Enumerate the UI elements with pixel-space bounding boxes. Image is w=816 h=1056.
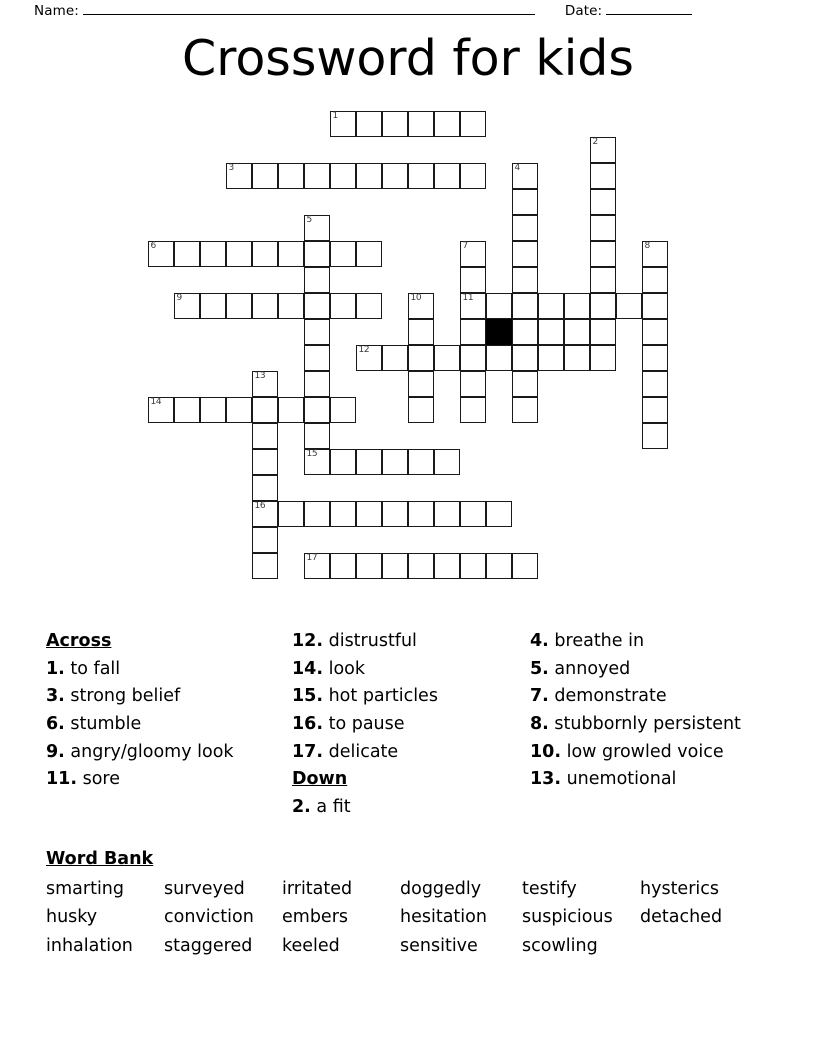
grid-cell[interactable]: [330, 501, 356, 527]
grid-cell[interactable]: [590, 137, 616, 163]
grid-cell[interactable]: [564, 293, 590, 319]
grid-cell[interactable]: [486, 553, 512, 579]
grid-cell[interactable]: [382, 449, 408, 475]
grid-cell[interactable]: [148, 397, 174, 423]
clue-text: sore: [82, 769, 120, 790]
clue-item: [530, 656, 758, 684]
clue-text: demonstrate: [554, 686, 667, 707]
clue-number: 9.: [46, 741, 65, 762]
clue-number: 17.: [292, 741, 324, 762]
word-bank-word[interactable]: scowling: [522, 935, 598, 956]
grid-cell[interactable]: [304, 449, 330, 475]
grid-cell[interactable]: [304, 553, 330, 579]
grid-cell-number: 1: [332, 111, 338, 121]
grid-cell[interactable]: [174, 241, 200, 267]
grid-cell[interactable]: [252, 397, 278, 423]
grid-cell-number: 7: [462, 241, 468, 251]
grid-cell[interactable]: [512, 345, 538, 371]
grid-cell[interactable]: [356, 449, 382, 475]
across-heading: Across: [46, 631, 112, 651]
clue-number: 10.: [530, 741, 562, 762]
grid-cell-number: 11: [462, 293, 474, 303]
grid-cell[interactable]: [512, 371, 538, 397]
grid-cell[interactable]: [408, 397, 434, 423]
clue-number: 4.: [530, 631, 549, 651]
clue-item: [530, 711, 758, 739]
grid-cell[interactable]: [434, 163, 460, 189]
clue-number: 16.: [292, 713, 324, 734]
grid-cell-number: 14: [150, 397, 162, 407]
grid-cell[interactable]: [642, 423, 668, 449]
grid-cell[interactable]: [486, 501, 512, 527]
grid-cell-number: 13: [254, 371, 266, 381]
grid-cell[interactable]: [642, 241, 668, 267]
clue-text: to pause: [328, 713, 405, 734]
word-bank-word[interactable]: conviction: [164, 907, 254, 928]
grid-cell[interactable]: [174, 293, 200, 319]
grid-cell-number: 4: [514, 163, 520, 173]
clue-item: [46, 739, 292, 767]
grid-cell[interactable]: [174, 397, 200, 423]
clue-text: delicate: [328, 741, 399, 762]
clue-item: [530, 739, 758, 767]
grid-cell[interactable]: [226, 397, 252, 423]
grid-cell-number: 8: [644, 241, 650, 251]
grid-cell-number: 12: [358, 345, 370, 355]
grid-cell-number: 9: [176, 293, 182, 303]
grid-cell[interactable]: [330, 397, 356, 423]
grid-cell[interactable]: [590, 241, 616, 267]
grid-cell[interactable]: [590, 267, 616, 293]
grid-cell[interactable]: [304, 345, 330, 371]
grid-cell[interactable]: [278, 163, 304, 189]
grid-cell[interactable]: [356, 501, 382, 527]
clue-text: distrustful: [328, 631, 417, 651]
grid-cell[interactable]: [408, 319, 434, 345]
grid-cell[interactable]: [252, 475, 278, 501]
grid-cell[interactable]: [330, 241, 356, 267]
clue-number: 11.: [46, 769, 78, 790]
clue-item: [46, 656, 292, 684]
clue-text: angry/gloomy look: [70, 741, 234, 762]
word-bank-spacer: [640, 932, 750, 960]
grid-cell[interactable]: [460, 319, 486, 345]
grid-cell[interactable]: [356, 241, 382, 267]
grid-cell[interactable]: [252, 449, 278, 475]
clue-number: 15.: [292, 686, 324, 707]
grid-cell-number: 16: [254, 501, 266, 511]
grid-cell[interactable]: [252, 293, 278, 319]
grid-cell[interactable]: [356, 345, 382, 371]
grid-cell[interactable]: [460, 111, 486, 137]
grid-cell[interactable]: [408, 501, 434, 527]
grid-cell[interactable]: [382, 553, 408, 579]
grid-cell[interactable]: [538, 319, 564, 345]
grid-cell[interactable]: [642, 293, 668, 319]
grid-cell[interactable]: [590, 345, 616, 371]
clue-item: [292, 711, 530, 739]
word-bank-heading: Word Bank: [46, 849, 154, 869]
clue-text: breathe in: [554, 631, 645, 651]
grid-cell[interactable]: [226, 163, 252, 189]
clue-item: [292, 683, 530, 711]
grid-cell[interactable]: [226, 293, 252, 319]
grid-cell-number: 3: [228, 163, 234, 173]
grid-cell[interactable]: [564, 319, 590, 345]
word-bank-word[interactable]: irritated: [282, 879, 353, 900]
grid-cell[interactable]: [252, 501, 278, 527]
grid-cell[interactable]: [200, 397, 226, 423]
grid-cell[interactable]: [304, 293, 330, 319]
clue-number: 6.: [46, 713, 65, 734]
grid-cell[interactable]: [434, 449, 460, 475]
clue-text: hot particles: [328, 686, 438, 707]
name-label: Name:: [34, 3, 79, 19]
clue-number: 8.: [530, 713, 549, 734]
grid-cell[interactable]: [460, 553, 486, 579]
grid-cell[interactable]: [330, 449, 356, 475]
grid-cell[interactable]: [590, 163, 616, 189]
grid-cell[interactable]: [512, 241, 538, 267]
grid-cell[interactable]: [616, 293, 642, 319]
word-bank-word[interactable]: testify: [522, 879, 577, 900]
clue-item: [46, 711, 292, 739]
clue-item: [292, 628, 530, 656]
clue-text: stumble: [70, 713, 142, 734]
grid-cell[interactable]: [304, 501, 330, 527]
grid-cell-number: 15: [306, 449, 318, 459]
clue-item: [292, 794, 530, 822]
grid-cell-number: 17: [306, 553, 318, 563]
grid-cell[interactable]: [252, 527, 278, 553]
clue-text: look: [328, 658, 366, 679]
grid-cell[interactable]: [200, 293, 226, 319]
clue-item: [292, 656, 530, 684]
grid-cell[interactable]: [226, 241, 252, 267]
date-label: Date:: [564, 3, 603, 19]
clue-number: 7.: [530, 686, 549, 707]
word-bank-word[interactable]: sensitive: [400, 935, 478, 956]
grid-cell[interactable]: [304, 371, 330, 397]
page-title: Crossword for kids: [182, 30, 634, 87]
word-bank-word[interactable]: keeled: [282, 935, 340, 956]
grid-cell[interactable]: [590, 215, 616, 241]
grid-cell[interactable]: [434, 111, 460, 137]
grid-cell[interactable]: [252, 423, 278, 449]
word-bank-word[interactable]: staggered: [164, 935, 253, 956]
word-bank-word[interactable]: smarting: [46, 879, 125, 900]
clue-text: unemotional: [566, 769, 677, 790]
grid-cell[interactable]: [642, 319, 668, 345]
grid-cell[interactable]: [148, 241, 174, 267]
clue-text: annoyed: [554, 658, 631, 679]
grid-cell[interactable]: [434, 501, 460, 527]
clue-text: low growled voice: [566, 741, 724, 762]
clue-number: 13.: [530, 769, 562, 790]
grid-cell[interactable]: [590, 189, 616, 215]
grid-cell[interactable]: [278, 397, 304, 423]
grid-cell[interactable]: [460, 293, 486, 319]
grid-cell[interactable]: [408, 553, 434, 579]
grid-cell[interactable]: [460, 371, 486, 397]
grid-cell[interactable]: [200, 241, 226, 267]
grid-cell[interactable]: [486, 345, 512, 371]
grid-cell[interactable]: [382, 111, 408, 137]
grid-cell[interactable]: [304, 397, 330, 423]
clue-item: [530, 766, 758, 794]
word-bank-section: [46, 846, 766, 960]
clue-item: [46, 766, 292, 794]
grid-cell-blocked: [486, 319, 512, 345]
clue-number: 5.: [530, 658, 549, 679]
grid-cell[interactable]: [434, 345, 460, 371]
grid-cell[interactable]: [512, 163, 538, 189]
grid-cell[interactable]: [512, 397, 538, 423]
grid-cell[interactable]: [278, 501, 304, 527]
word-bank-word[interactable]: hysterics: [640, 879, 719, 900]
word-bank-word[interactable]: doggedly: [400, 879, 482, 900]
grid-cell[interactable]: [252, 163, 278, 189]
grid-cell[interactable]: [278, 293, 304, 319]
grid-cell[interactable]: [408, 449, 434, 475]
grid-cell[interactable]: [382, 501, 408, 527]
grid-cell[interactable]: [590, 293, 616, 319]
grid-cell[interactable]: [356, 293, 382, 319]
grid-cell[interactable]: [304, 241, 330, 267]
word-bank-word[interactable]: hesitation: [400, 907, 487, 928]
clue-number: 12.: [292, 631, 324, 651]
grid-cell[interactable]: [330, 163, 356, 189]
grid-cell[interactable]: [486, 293, 512, 319]
grid-cell[interactable]: [460, 163, 486, 189]
clue-number: 14.: [292, 658, 324, 679]
clue-number: 1.: [46, 658, 65, 679]
down-heading: Down: [292, 769, 348, 790]
grid-cell[interactable]: [564, 345, 590, 371]
grid-cell[interactable]: [252, 553, 278, 579]
grid-cell[interactable]: [512, 215, 538, 241]
clue-item: [530, 628, 758, 656]
grid-cell[interactable]: [642, 345, 668, 371]
grid-cell[interactable]: [460, 267, 486, 293]
grid-cell[interactable]: [330, 553, 356, 579]
clue-item: [46, 683, 292, 711]
grid-cell[interactable]: [642, 397, 668, 423]
grid-cell-number: 5: [306, 215, 312, 225]
word-bank-heading-line: [46, 846, 766, 873]
clue-text: to fall: [70, 658, 121, 679]
clue-text: stubbornly persistent: [554, 713, 741, 734]
grid-cell[interactable]: [330, 293, 356, 319]
grid-cell[interactable]: [252, 241, 278, 267]
grid-cell[interactable]: [642, 267, 668, 293]
grid-cell[interactable]: [408, 163, 434, 189]
grid-cell[interactable]: [408, 371, 434, 397]
clues-column-3: [530, 628, 758, 794]
grid-cell[interactable]: [382, 345, 408, 371]
grid-cell[interactable]: [512, 319, 538, 345]
word-bank-word[interactable]: surveyed: [164, 879, 245, 900]
clues-column-2: [292, 628, 530, 821]
clue-item: [292, 739, 530, 767]
word-bank-word[interactable]: inhalation: [46, 935, 133, 956]
word-bank-word[interactable]: husky: [46, 907, 98, 928]
grid-cell[interactable]: [356, 163, 382, 189]
grid-cell[interactable]: [304, 319, 330, 345]
grid-cell-number: 2: [592, 137, 598, 147]
grid-cell[interactable]: [460, 241, 486, 267]
grid-cell[interactable]: [278, 241, 304, 267]
grid-cell[interactable]: [512, 267, 538, 293]
clue-number: 3.: [46, 686, 65, 707]
grid-cell[interactable]: [382, 163, 408, 189]
grid-cell[interactable]: [538, 345, 564, 371]
grid-cell[interactable]: [512, 189, 538, 215]
clues-column-1: [46, 628, 292, 794]
word-bank-list: [46, 875, 766, 960]
grid-cell-number: 10: [410, 293, 422, 303]
grid-cell[interactable]: [356, 553, 382, 579]
clue-item: [530, 683, 758, 711]
clue-text: a fit: [316, 796, 351, 817]
grid-cell[interactable]: [304, 267, 330, 293]
grid-cell[interactable]: [512, 293, 538, 319]
clue-number: 2.: [292, 796, 311, 817]
grid-cell[interactable]: [460, 501, 486, 527]
grid-cell[interactable]: [304, 423, 330, 449]
grid-cell[interactable]: [408, 345, 434, 371]
grid-cell[interactable]: [460, 397, 486, 423]
grid-cell[interactable]: [642, 371, 668, 397]
grid-cell[interactable]: [590, 319, 616, 345]
clue-text: strong belief: [70, 686, 181, 707]
grid-cell[interactable]: [252, 371, 278, 397]
clues-section: [46, 628, 766, 821]
down-heading-line: [292, 766, 530, 794]
grid-cell[interactable]: [356, 111, 382, 137]
across-heading-line: [46, 628, 292, 656]
grid-cell[interactable]: [330, 111, 356, 137]
grid-cell[interactable]: [304, 163, 330, 189]
word-bank-word[interactable]: suspicious: [522, 907, 613, 928]
grid-cell[interactable]: [512, 553, 538, 579]
grid-cell[interactable]: [408, 111, 434, 137]
grid-cell[interactable]: [434, 553, 460, 579]
grid-cell[interactable]: [408, 293, 434, 319]
grid-cell[interactable]: [460, 345, 486, 371]
grid-cell-number: 6: [150, 241, 156, 251]
grid-cell[interactable]: [538, 293, 564, 319]
grid-cell[interactable]: [304, 215, 330, 241]
word-bank-word[interactable]: embers: [282, 907, 349, 928]
word-bank-word[interactable]: detached: [640, 907, 723, 928]
